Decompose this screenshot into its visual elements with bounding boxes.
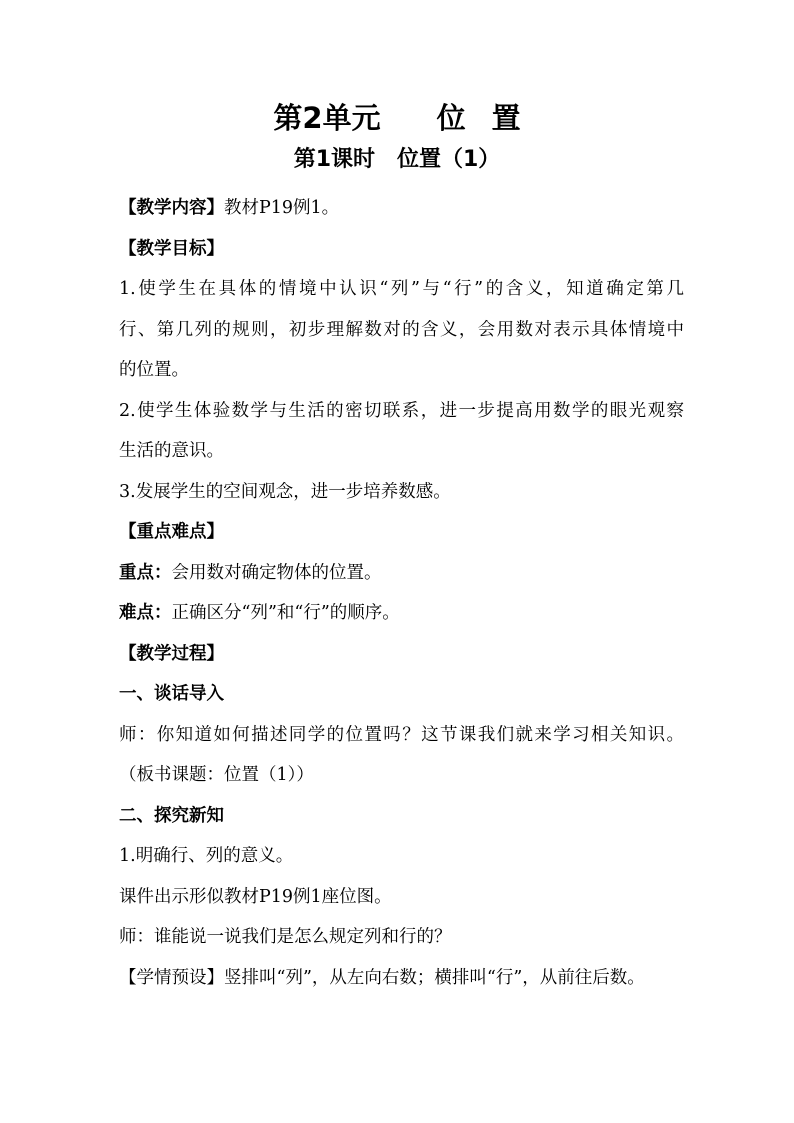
unit-topic-char-1: 位 (436, 101, 466, 135)
objective-1-line-3: 的位置。 (119, 360, 189, 380)
lesson-number: 第1课时 (293, 147, 375, 172)
teaching-content-line (119, 188, 684, 229)
preset-text: 竖排叫“列”，从左向右数；横排叫“行”，从前往后数。 (224, 967, 645, 988)
unit-title (0, 100, 794, 136)
objective-3: 3.发展学生的空间观念，进一步培养数感。 (119, 481, 451, 502)
objective-1-line-2: 行、第几列的规则，初步理解数对的含义，会用数对表示具体情境中 (119, 319, 684, 340)
difficulty-label: 难点： (119, 603, 172, 623)
key-point-text: 会用数对确定物体的位置。 (171, 562, 382, 583)
section-1-line-1: 师：你知道如何描述同学的位置吗？这节课我们就来学习相关知识。 (119, 724, 684, 745)
process-heading: 【教学过程】 (119, 643, 224, 664)
unit-number: 第2单元 (273, 101, 381, 135)
objective-2-line-2: 生活的意识。 (119, 441, 224, 461)
section-1-line-2: （板书课题：位置（1）） (119, 765, 314, 785)
objective-1-line-1: 1.使学生在具体的情境中认识“列”与“行”的含义，知道确定第几 (119, 279, 684, 299)
teaching-content-text: 教材P19例1。 (224, 198, 340, 218)
difficulty-text: 正确区分“列”和“行”的顺序。 (171, 603, 400, 623)
preset-line (119, 958, 684, 999)
key-point-label: 重点： (119, 562, 172, 583)
section-1-title: 一、谈话导入 (119, 684, 224, 704)
section-2-line-3: 师：谁能说一说我们是怎么规定列和行的？ (119, 927, 452, 947)
preset-label: 【学情预设】 (119, 967, 224, 988)
section-2-title: 二、探究新知 (119, 805, 224, 826)
objective-2-line-1: 2.使学生体验数学与生活的密切联系，进一步提高用数学的眼光观察 (119, 400, 684, 421)
objectives-heading: 【教学目标】 (119, 238, 224, 259)
unit-topic-char-2: 置 (491, 101, 521, 135)
lesson-topic: 位置（1） (397, 147, 501, 172)
key-points-heading: 【重点难点】 (119, 522, 224, 542)
key-point-line (119, 553, 684, 594)
teaching-content-label: 【教学内容】 (119, 198, 224, 218)
lesson-title (0, 145, 794, 175)
difficulty-line (119, 593, 684, 634)
document-body (119, 188, 684, 998)
section-2-line-2: 课件出示形似教材P19例1座位图。 (119, 886, 392, 907)
section-2-item-1: 1.明确行、列的意义。 (119, 846, 294, 866)
